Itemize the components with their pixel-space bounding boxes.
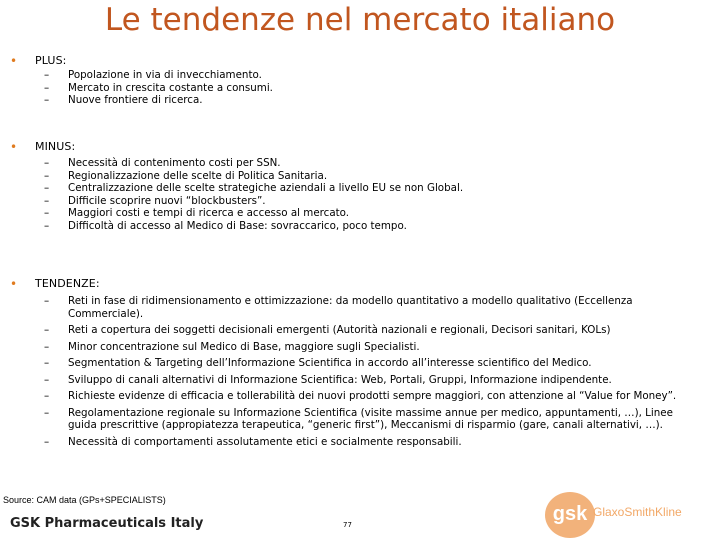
page-number: 77 — [343, 521, 352, 529]
page-title: Le tendenze nel mercato italiano — [104, 2, 616, 38]
list-item: – Sviluppo di canali alternativi di Informazione Scientifica: Web, Portali, Gruppi, Informazione indipendente. — [44, 373, 612, 386]
list-item: – Reti in fase di ridimensionamento e ottimizzazione: da modello quantitativo a modello qualitativo (Eccellenza Commerciale). — [44, 295, 633, 320]
item-list — [35, 157, 700, 232]
bullet-icon: • — [10, 54, 18, 68]
section-heading: PLUS: — [35, 54, 67, 67]
list-item: – Difficoltà di accesso al Medico di Base: sovraccarico, poco tempo. — [44, 219, 407, 232]
company-name: GSK Pharmaceuticals Italy — [10, 516, 204, 531]
list-item: – Popolazione in via di invecchiamento. — [44, 69, 262, 81]
list-item: – Necessità di comportamenti assolutamente etici e socialmente responsabili. — [44, 435, 462, 448]
list-item: – Maggiori costi e tempi di ricerca e accesso al mercato. — [44, 207, 350, 219]
list-item: – Reti a copertura dei soggetti decisionali emergenti (Autorità nazionali e regionali, Decisori sanitari, KOLs) — [44, 324, 611, 336]
item-list — [35, 295, 700, 448]
list-item: – Segmentation & Targeting dell’Informazione Scientifica in accordo all’interesse scientifico del Medico. — [44, 357, 592, 369]
source-note: Source: CAM data (GPs+SPECIALISTS) — [3, 495, 166, 505]
gsk-logo-mark: gsk — [545, 492, 595, 538]
list-item: – Minor concentrazione sul Medico di Base, maggiore sugli Specialisti. — [44, 340, 420, 353]
list-item: – Richieste evidenze di efficacia e tollerabilità dei nuovi prodotti sempre maggiori, con attenzione al “Value for Money”. — [44, 390, 677, 402]
gsk-logo — [545, 492, 720, 540]
list-item: – Nuove frontiere di ricerca. — [44, 94, 203, 106]
list-item: – Difficile scoprire nuovi “blockbusters”. — [44, 194, 266, 207]
bullet-icon: • — [10, 277, 18, 291]
section-heading: TENDENZE: — [35, 277, 100, 290]
gsk-logo-name: GlaxoSmithKline — [593, 505, 682, 519]
section-heading: MINUS: — [35, 140, 76, 153]
list-item: – Regionalizzazione delle scelte di Politica Sanitaria. — [44, 169, 328, 182]
list-item: – Necessità di contenimento costi per SSN. — [44, 157, 281, 169]
item-list — [35, 69, 700, 107]
list-item: – Centralizzazione delle scelte strategiche aziendali a livello EU se non Global. — [44, 182, 464, 194]
list-item: – Regolamentazione regionale su Informazione Scientifica (visite massime annue per medico, appuntamenti, …), Linee guida prescrittive (appropiatezza terapeutica, “generic first”), Meccanismi di risparmio (gare, canali alternativi, …). — [44, 406, 673, 431]
bullet-icon: • — [10, 140, 18, 154]
list-item: – Mercato in crescita costante a consumi. — [44, 81, 273, 94]
